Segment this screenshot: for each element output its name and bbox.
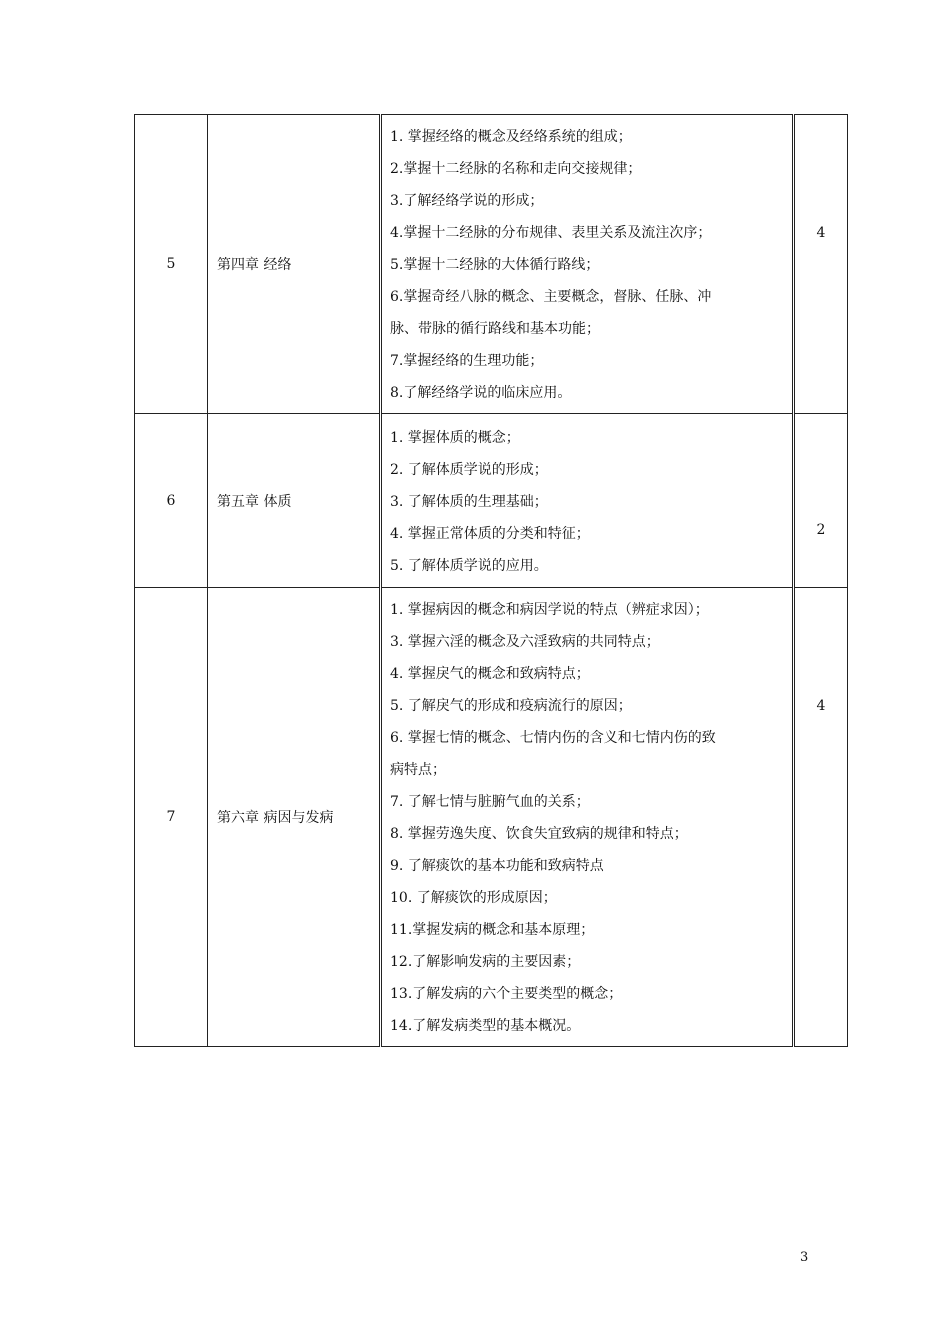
requirement-item: 12.了解影响发病的主要因素； — [390, 954, 581, 970]
requirement-item: 3. 了解体质的生理基础； — [390, 493, 548, 510]
requirement-item: 3.了解经络学说的形成； — [390, 193, 544, 209]
chapter-title: 第五章 体质 — [208, 414, 381, 588]
requirement-item: 13.了解发病的六个主要类型的概念； — [390, 986, 623, 1002]
requirements-cell — [381, 115, 794, 414]
requirement-item: 2. 了解体质学说的形成； — [390, 461, 548, 478]
requirement-item: 1. 掌握病因的概念和病因学说的特点（辨症求因）； — [390, 602, 709, 618]
hours-cell — [794, 115, 848, 414]
hours-value: 4 — [816, 698, 826, 714]
requirement-item: 4. 掌握戾气的概念和致病特点； — [390, 666, 590, 682]
hours-value: 4 — [816, 225, 826, 241]
requirement-item: 6.掌握奇经八脉的概念、主要概念，督脉、任脉、冲 — [390, 289, 712, 305]
requirement-item: 11.掌握发病的概念和基本原理； — [390, 922, 595, 938]
requirement-item: 脉、带脉的循行路线和基本功能； — [390, 321, 600, 337]
requirement-item: 9. 了解痰饮的基本功能和致病特点 — [390, 858, 604, 874]
table-row — [135, 414, 848, 588]
requirement-item: 5. 了解体质学说的应用。 — [390, 557, 548, 574]
requirement-item: 1. 掌握体质的概念； — [390, 429, 520, 446]
hours-cell — [794, 588, 848, 1047]
requirements-cell — [381, 588, 794, 1047]
requirement-item: 5.掌握十二经脉的大体循行路线； — [390, 257, 600, 273]
requirement-item: 10. 了解痰饮的形成原因； — [390, 890, 557, 906]
requirement-item: 2.掌握十二经脉的名称和走向交接规律； — [390, 161, 642, 177]
requirement-item: 6. 掌握七情的概念、七情内伤的含义和七情内伤的致 — [390, 730, 716, 746]
row-number: 7 — [135, 588, 208, 1047]
hours-value: 2 — [816, 522, 826, 538]
requirement-item: 7.掌握经络的生理功能； — [390, 353, 544, 369]
requirement-item: 8. 掌握劳逸失度、饮食失宜致病的规律和特点； — [390, 826, 688, 842]
table-row — [135, 588, 848, 1047]
row-number: 5 — [135, 115, 208, 414]
page-number: 3 — [800, 1250, 809, 1265]
requirement-item: 5. 了解戾气的形成和疫病流行的原因； — [390, 698, 632, 714]
requirement-item: 8.了解经络学说的临床应用。 — [390, 385, 572, 401]
requirement-item: 1. 掌握经络的概念及经络系统的组成； — [390, 129, 632, 145]
requirement-item: 4.掌握十二经脉的分布规律、表里关系及流注次序； — [390, 225, 712, 241]
chapter-title: 第四章 经络 — [208, 115, 381, 414]
requirements-cell — [381, 414, 794, 588]
requirement-item: 4. 掌握正常体质的分类和特征； — [390, 525, 590, 542]
chapter-title: 第六章 病因与发病 — [208, 588, 381, 1047]
requirement-item: 14.了解发病类型的基本概况。 — [390, 1018, 581, 1034]
requirement-item: 3. 掌握六淫的概念及六淫致病的共同特点； — [390, 634, 660, 650]
requirement-item: 7. 了解七情与脏腑气血的关系； — [390, 794, 590, 810]
syllabus-table — [134, 114, 848, 1047]
hours-cell — [794, 414, 848, 588]
requirement-item: 病特点； — [390, 762, 446, 778]
table-row — [135, 115, 848, 414]
row-number: 6 — [135, 414, 208, 588]
